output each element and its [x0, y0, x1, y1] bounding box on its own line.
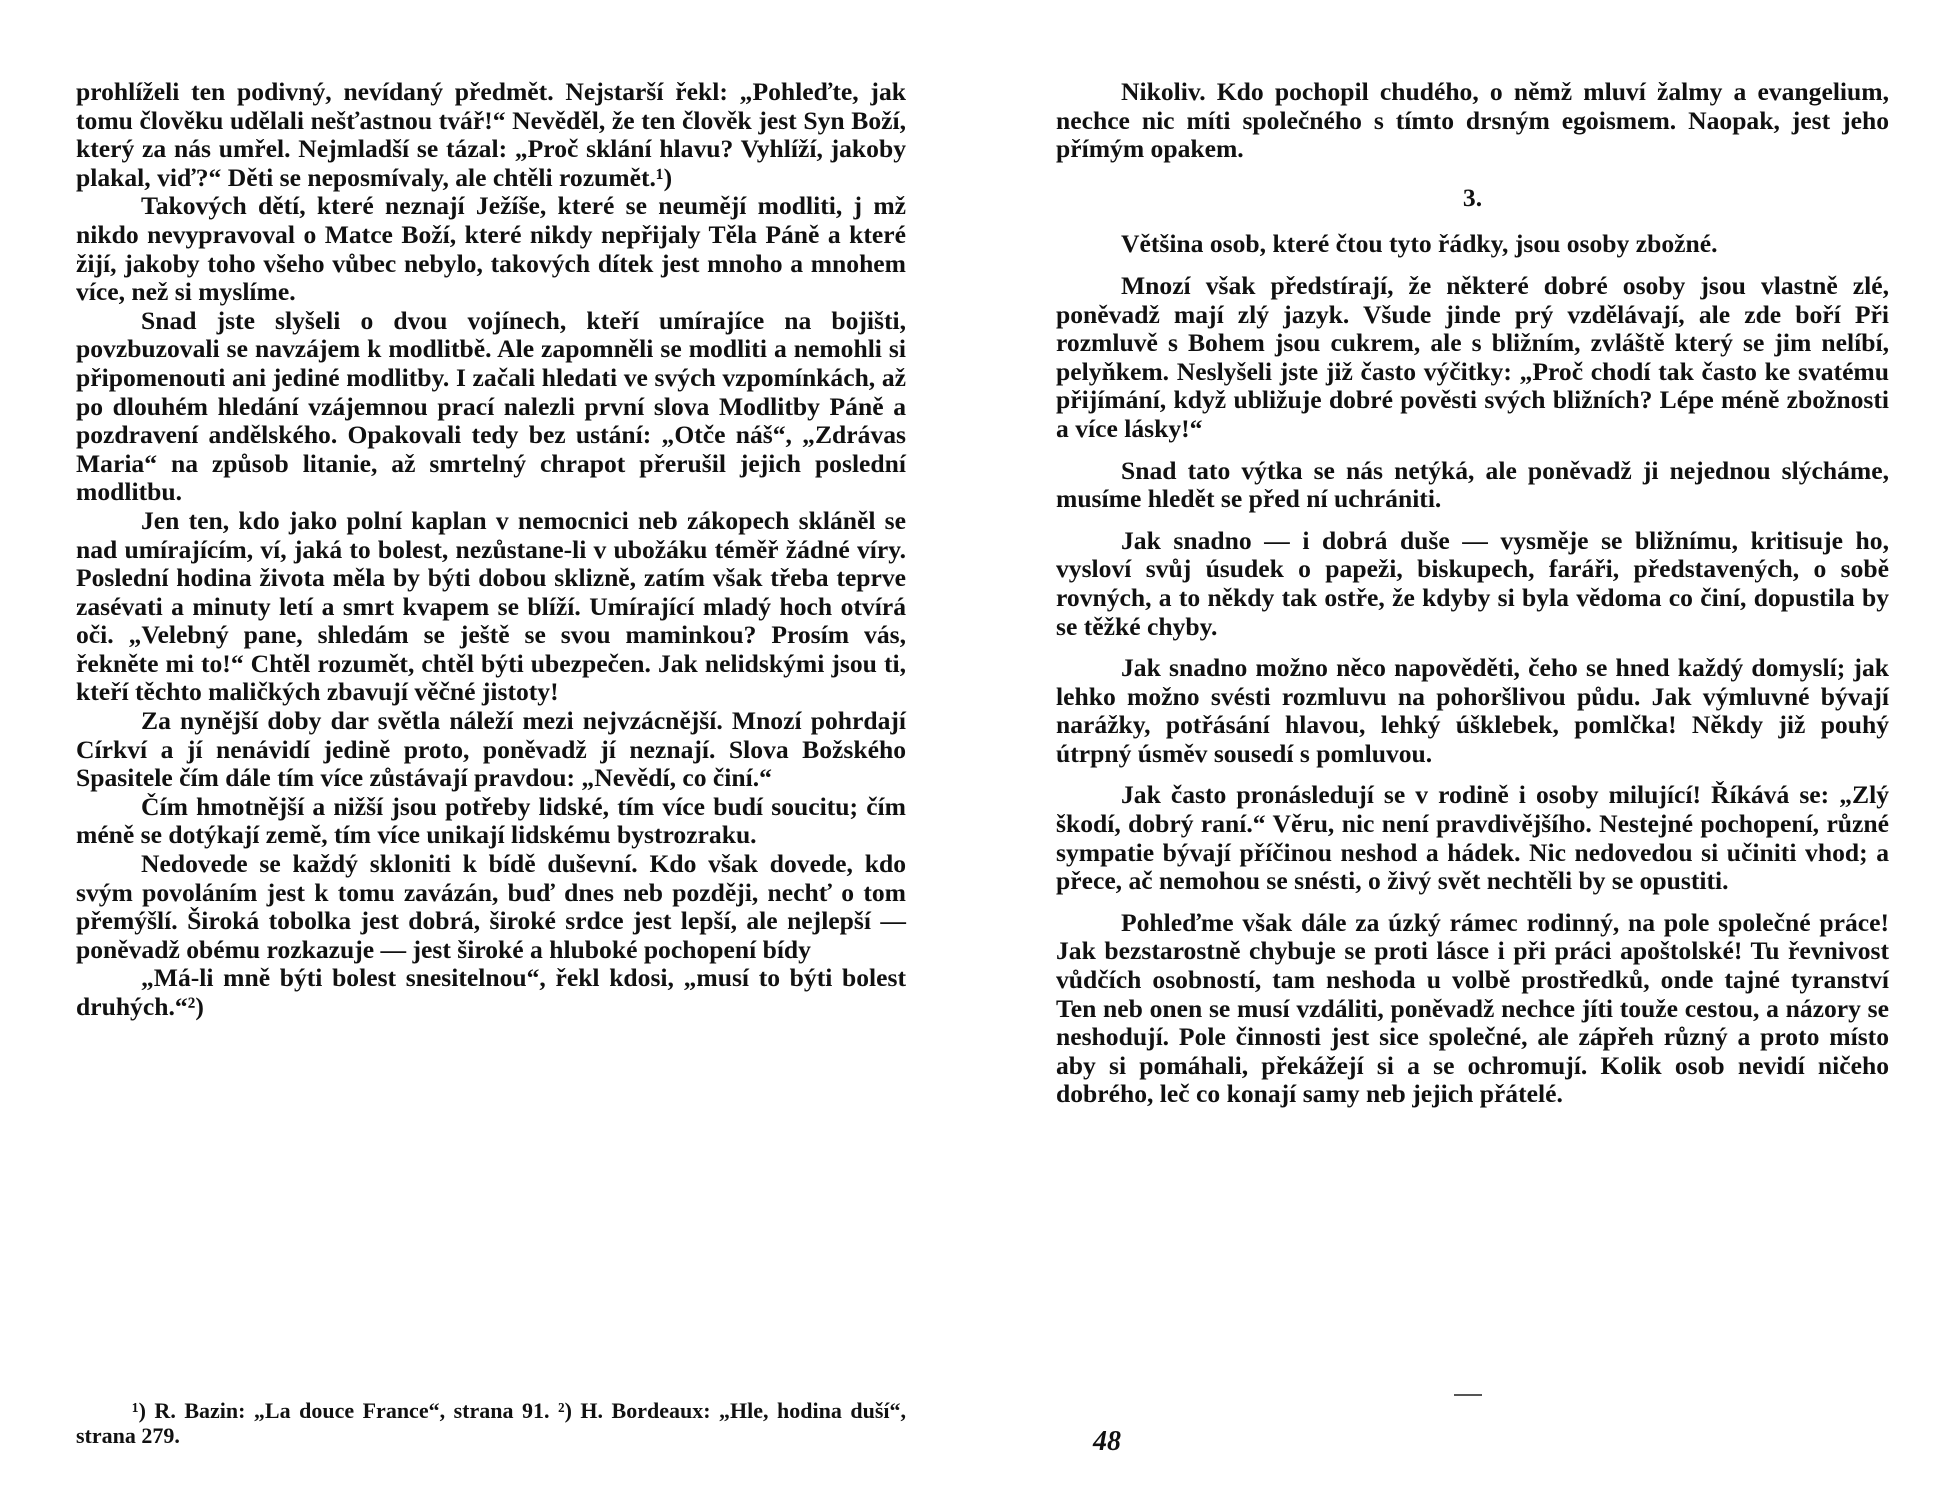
paragraph: Mnozí však předstírají, že některé dobré osoby jsou vlastně zlé, poněvadž mají zlý jazyk. Všude jinde prý vzdělávají, ale zde boří Při rozmluvě s Bohem jsou cukrem, ale s bližním, zvláště který se jim nelíbí, pelyňkem. Neslyšeli jste již často výčitky: „Proč chodí tak často ke svatému přijímání, když ubližuje dobré pověsti svých bližních? Lépe méně zbožnosti a více lásky!“ — [1056, 270, 1889, 443]
paragraph: Snad jste slyšeli o dvou vojínech, kteří umírajíce na bojišti, povzbuzovali se navzájem k modlitbě. Ale zapomněli se modliti a nemohli si připomenouti ani jediné modlitby. I začali hledati ve svých vzpomínkách, až po dlouhém hledání vzájemnou prací nalezli první slova Modlitby Páně a pozdravení andělského. Opakovali tedy bez ustání: „Otče náš“, „Zdrávas Maria“ na způsob litanie, až smrtelný chrapot přerušil jejich poslední modlitbu. — [76, 305, 906, 507]
paragraph: Jen ten, kdo jako polní kaplan v nemocnici neb zákopech skláněl se nad umírajícím, ví, jaká to bolest, nezůstane-li v ubožáku téměř žádné víry. Poslední hodina života měla by býti dobou sklizně, zatím však třeba teprve zasévati a minuty letí a smrt kvapem se blíží. Umírající mladý hoch otvírá oči. „Velebný pane, shledám se ještě se svou maminkou? Prosím vás, řekněte mi to!“ Chtěl rozumět, chtěl býti ubezpečen. Jak nelidskými jsou ti, kteří těchto maličkých zbavují věčné jistoty! — [76, 505, 906, 707]
paragraph: Čím hmotnější a nižší jsou potřeby lidské, tím více budí soucitu; čím méně se dotýkají země, tím více unikají lidskému bystrozraku. — [76, 791, 906, 850]
intro-paragraph: Nikoliv. Kdo pochopil chudého, o němž mluví žalmy a evangelium, nechce nic míti společného s tímto drsným egoismem. Naopak, jest jeho přímým opakem. — [1056, 77, 1889, 164]
paragraph: Nedovede se každý skloniti k bídě duševní. Kdo však dovede, kdo svým povoláním jest k tomu zavázán, buď dnes neb později, nechť o tom přemýšlí. Široká tobolka jest dobrá, široké srdce jest lepší, ale nejlepší — poněvadž obému rozkazuje — jest široké a hluboké pochopení bídy — [76, 849, 906, 964]
end-separator — [1454, 1394, 1482, 1396]
paragraph: „Má-li mně býti bolest snesitelnou“, řekl kdosi, „musí to býti bolest druhých.“²) — [76, 963, 906, 1021]
footnotes — [76, 1398, 906, 1448]
right-page — [979, 0, 1958, 1500]
paragraph: Jak snadno — i dobrá duše — vysměje se bližnímu, kritisuje ho, vysloví svůj úsudek o papeži, biskupech, faráři, představených, o sobě rovných, a to někdy tak ostře, že kdyby si byla vědoma co činí, dopustila by se těžké chyby. — [1056, 525, 1889, 641]
paragraph: Jak snadno možno něco napověděti, čeho se hned každý domyslí; jak lehko možno svésti rozmluvu na pohoršlivou půdu. Jak výmluvné bývají narážky, potřásání hlavou, lehký úšklebek, pomlčka! Někdy již pouhý útrpný úsměv sousedí s pomluvou. — [1056, 653, 1889, 768]
page-number: 48 — [1093, 1426, 1121, 1457]
paragraph: Většina osob, které čtou tyto řádky, jsou osoby zbožné. — [1121, 229, 1718, 259]
section-number: 3. — [1462, 182, 1483, 212]
paragraph: Jak často pronásledují se v rodině i osoby milující! Říkává se: „Zlý škodí, dobrý raní.“ Věru, nic není pravdivějšího. Nestejné pochopení, různé sympatie bývají příčinou neshod a hádek. Nic nedovedou si učiniti vhod; a přece, ač nemohou se snésti, o živý svět nechtěli by se opustiti. — [1056, 780, 1889, 896]
paragraph: Takových dětí, které neznají Ježíše, které se neumějí modliti, j mž nikdo nevypravoval o Matce Boží, které nikdy nepřijaly Těla Páně a které žijí, jakoby toho všeho vůbec nebylo, takových dítek jest mnoho a mnohem více, než si myslíme. — [76, 191, 906, 307]
paragraph: Pohleďme však dále za úzký rámec rodinný, na pole společné práce! Jak bezstarostně chybuje se proti lásce i při práci apoštolské! Tu řevnivost vůdčích osobností, tam neshoda u volbě prostředků, onde tajné tyranství Ten neb onen se musí vzdáliti, poněvadž nechce jíti touže cestou, a názory se neshodují. Pole činnosti jest sice společné, ale zápřeh různý a proto místo aby si pomáhali, překážejí si a se ochromují. Kolik osob nevidí ničeho dobrého, leč co konají samy neb jejich přátelé. — [1056, 907, 1889, 1109]
paragraph: Snad tato výtka se nás netýká, ale poněvadž ji nejednou slýcháme, musíme hledět se před ní uchrániti. — [1056, 455, 1889, 514]
right-text-column — [1056, 78, 1889, 1122]
paragraph: Za nynější doby dar světla náleží mezi nejvzácnější. Mnozí pohrdají Církví a jí nenávidí jedině proto, poněvadž jí neznají. Slova Božského Spasitele čím dále tím více zůstávají pravdou: „Nevědí, co činí.“ — [76, 706, 906, 793]
footnote-text: ¹) R. Bazin: „La douce France“, strana 91. ²) H. Bordeaux: „Hle, hodina duší“, strana 279. — [76, 1398, 906, 1448]
paragraph: prohlíželi ten podivný, nevídaný předmět. Nejstarší řekl: „Pohleďte, jak tomu člověku udělali nešťastnou tvář!“ Nevěděl, že ten člověk jest Syn Boží, který za nás umřel. Nejmladší se tázal: „Proč sklání hlavu? Vyhlíží, jakoby plakal, viď?“ Děti se neposmívaly, ale chtěli rozumět.¹) — [76, 77, 906, 192]
left-text-column — [76, 78, 906, 1022]
